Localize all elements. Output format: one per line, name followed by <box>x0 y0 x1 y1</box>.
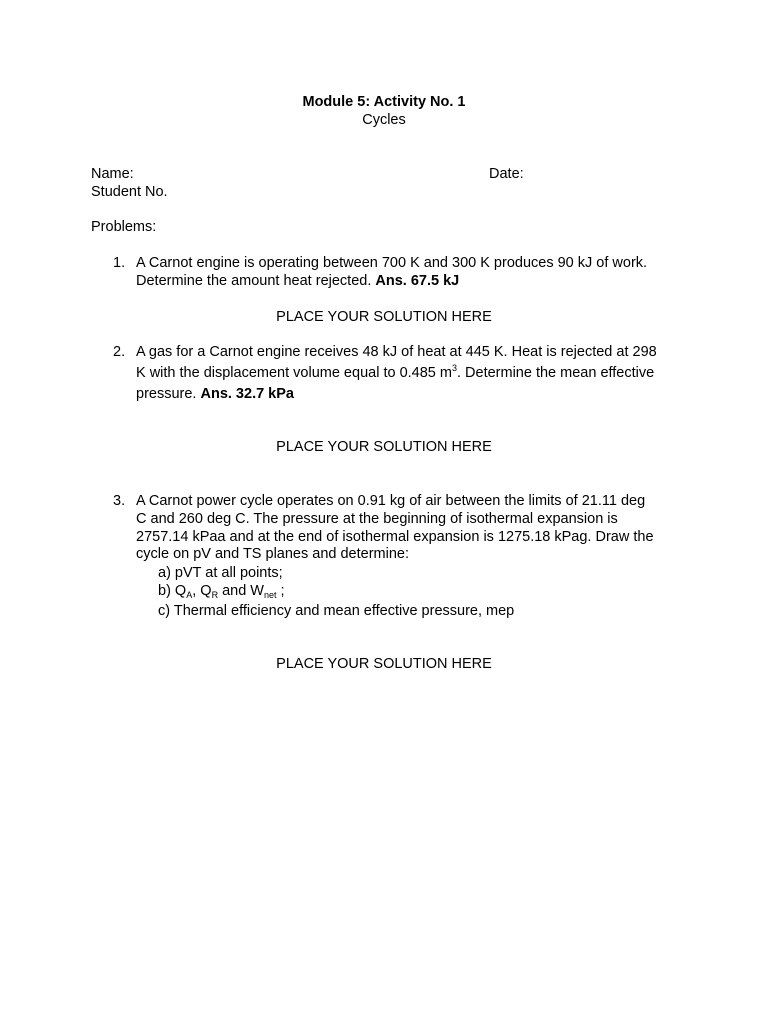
problem-2-answer: Ans. 32.7 kPa <box>200 386 294 402</box>
problem-3-part-a: a) pVT at all points; <box>158 565 283 581</box>
problem-2-line-2 <box>136 365 654 381</box>
date-label: Date: <box>489 166 524 182</box>
problem-1-answer: Ans. 67.5 kJ <box>375 273 460 289</box>
part-b-q: b) Q <box>158 583 187 599</box>
problem-3-solution-placeholder: PLACE YOUR SOLUTION HERE <box>276 656 492 672</box>
problem-2-line-2-b: . Determine the mean effective <box>456 365 655 381</box>
problem-2-number: 2. <box>113 344 126 360</box>
problem-2-solution-placeholder: PLACE YOUR SOLUTION HERE <box>276 439 492 455</box>
page-subtitle: Cycles <box>362 112 406 128</box>
problem-1-line-1: A Carnot engine is operating between 700 K and 300 K produces 90 kJ of work. <box>136 255 648 271</box>
part-b-subscript-net: net <box>264 590 277 600</box>
problem-3-line-3: 2757.14 kPaa and at the end of isothermal expansion is 1275.18 kPag. Draw the <box>136 529 654 545</box>
problem-3-part-b <box>158 583 285 599</box>
part-b-subscript-r: R <box>211 590 219 600</box>
problem-1-number: 1. <box>113 255 126 271</box>
problem-2-line-3 <box>136 386 294 402</box>
problems-heading: Problems: <box>91 219 157 235</box>
problem-3-number: 3. <box>113 493 126 509</box>
problem-1-line-2 <box>136 273 459 289</box>
problem-3-part-c: c) Thermal efficiency and mean effective pressure, mep <box>158 603 515 619</box>
part-b-w: and W <box>218 583 264 599</box>
problem-3-line-4: cycle on pV and TS planes and determine: <box>136 546 409 562</box>
student-no-label: Student No. <box>91 184 168 200</box>
name-label: Name: <box>91 166 134 182</box>
problem-1-solution-placeholder: PLACE YOUR SOLUTION HERE <box>276 309 492 325</box>
problem-1-text: Determine the amount heat rejected. <box>136 273 372 289</box>
part-b-end: ; <box>276 583 285 599</box>
problem-3-line-1: A Carnot power cycle operates on 0.91 kg of air between the limits of 21.11 deg <box>136 493 646 509</box>
problem-2-line-1: A gas for a Carnot engine receives 48 kJ of heat at 445 K. Heat is rejected at 298 <box>136 344 657 360</box>
page-title: Module 5: Activity No. 1 <box>302 94 466 110</box>
part-b-q2: , Q <box>192 583 212 599</box>
problem-2-superscript: 3 <box>451 363 457 373</box>
problem-2-line-2-a: K with the displacement volume equal to 0.485 m <box>136 365 452 381</box>
part-b-subscript-a: A <box>186 590 193 600</box>
problem-2-text: pressure. <box>136 386 197 402</box>
problem-3-line-2: C and 260 deg C. The pressure at the beginning of isothermal expansion is <box>136 511 618 527</box>
